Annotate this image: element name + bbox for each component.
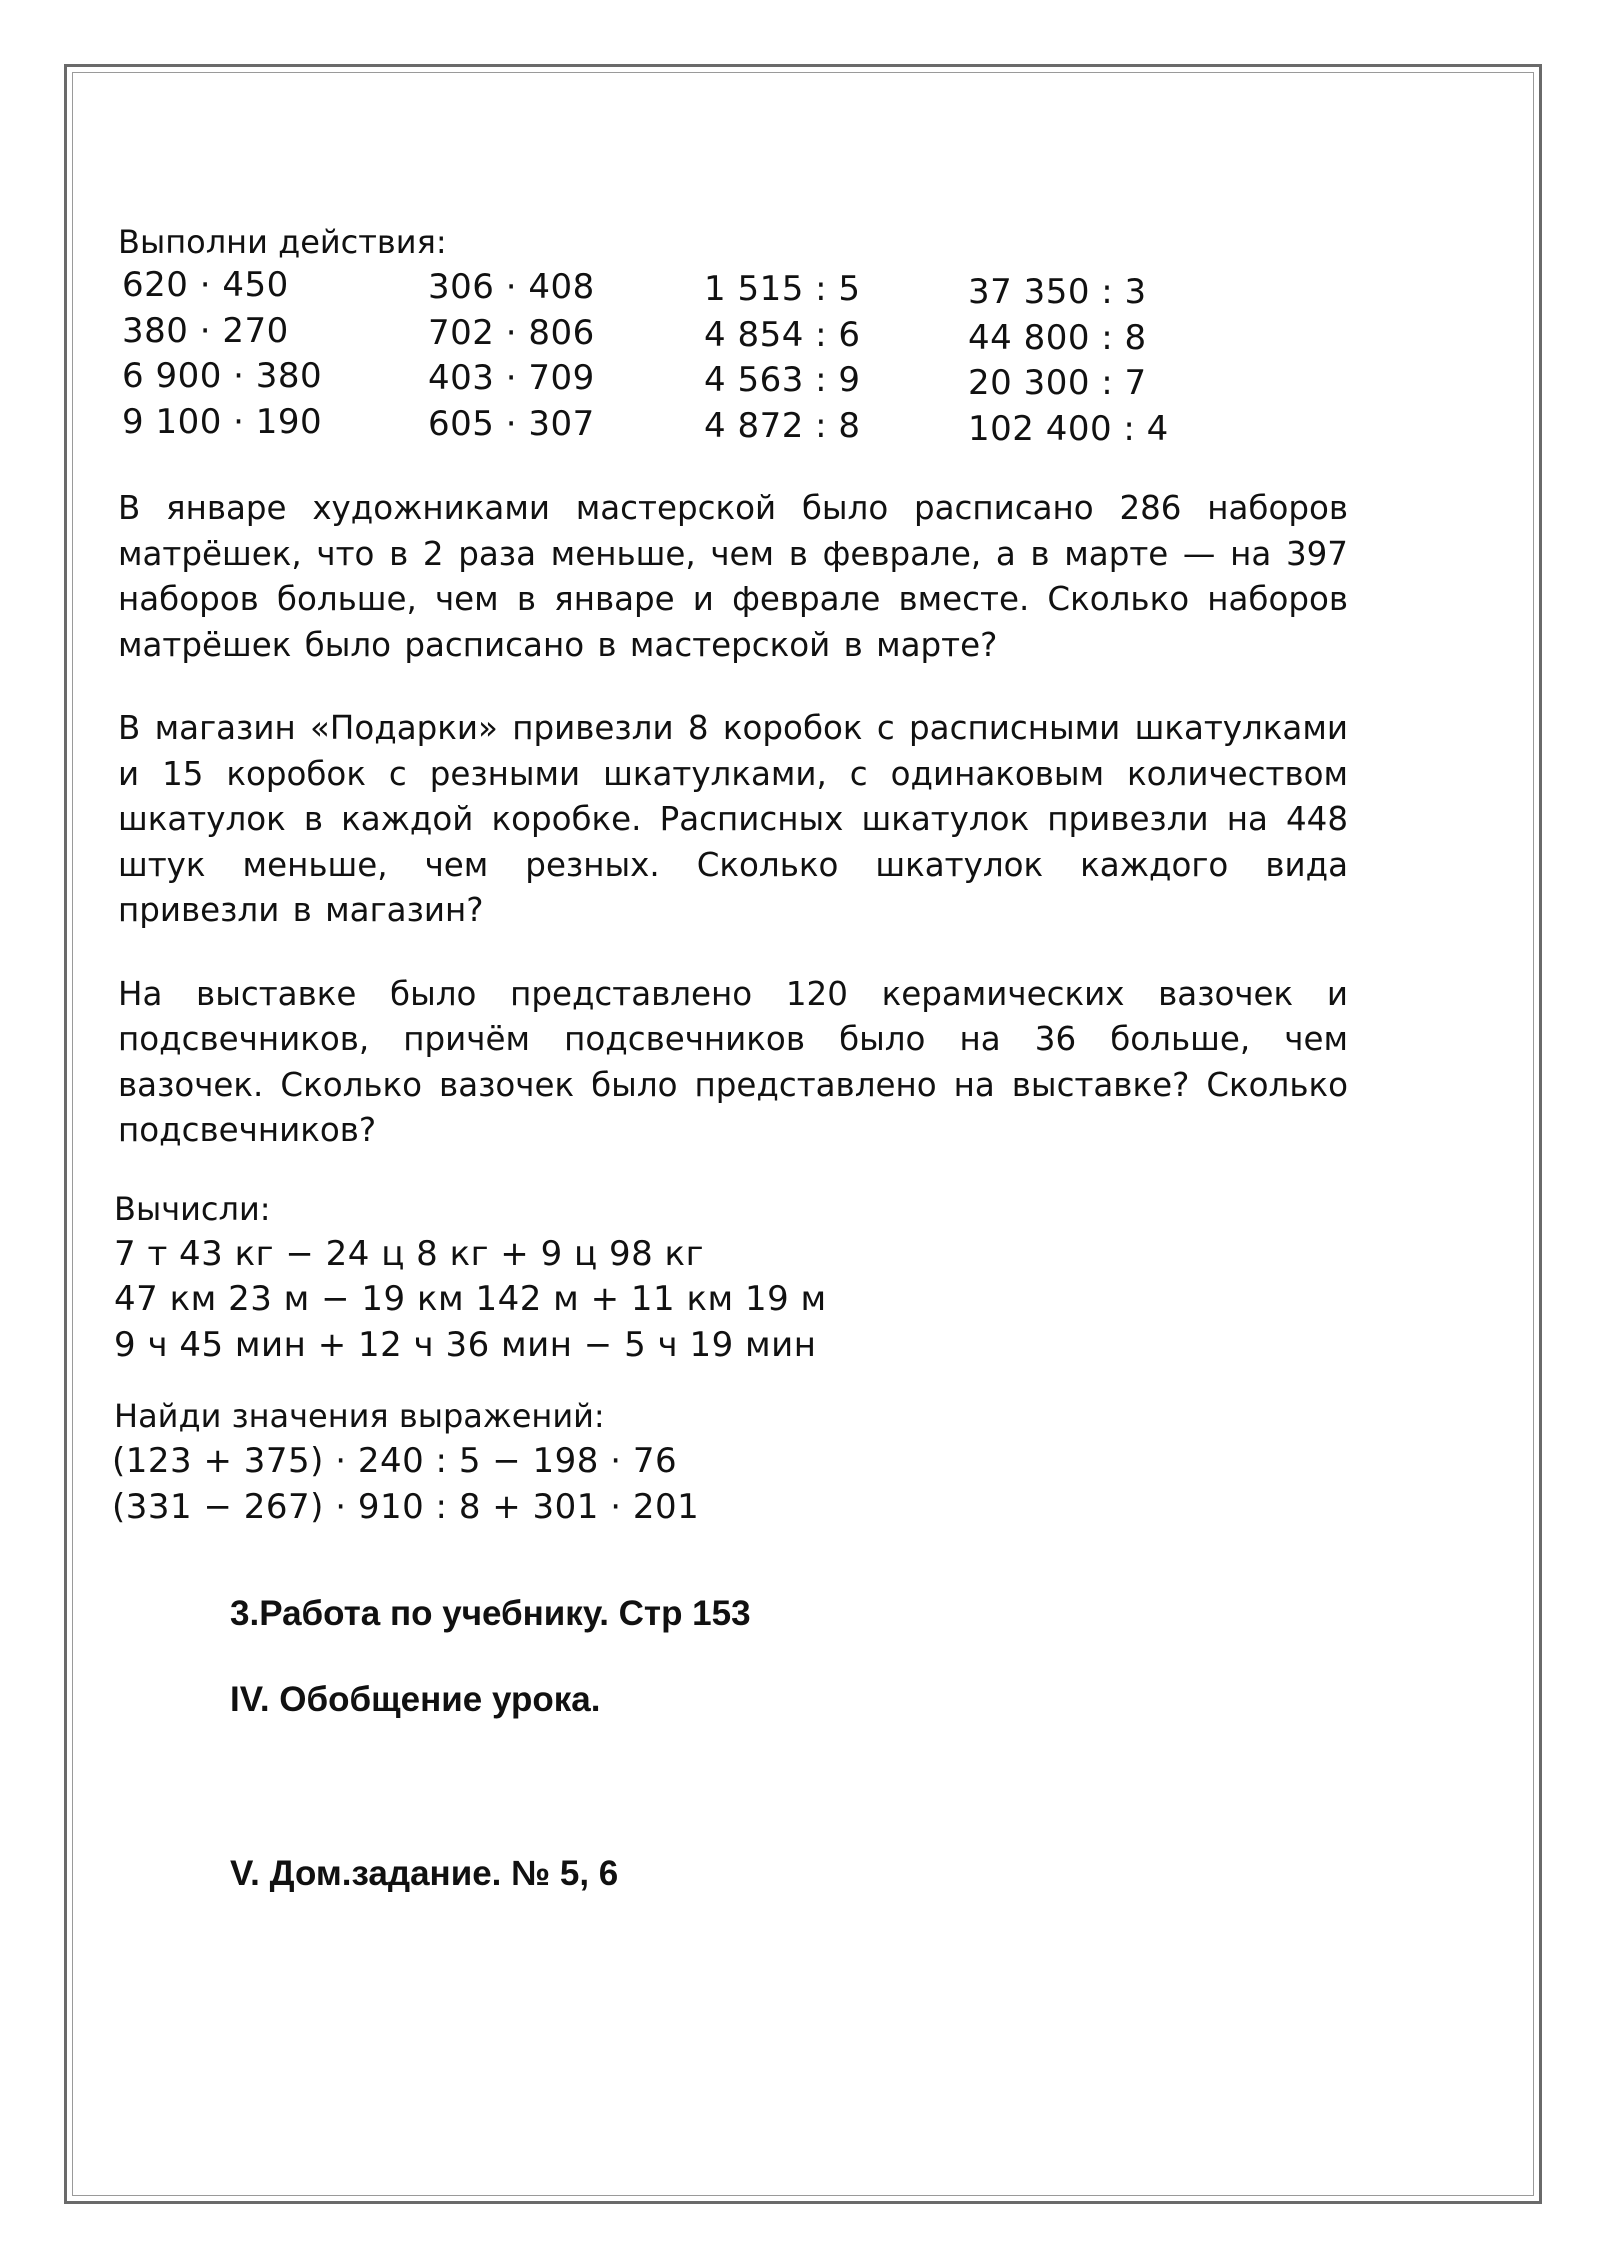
- exercise-item: 44 800 : 8: [968, 317, 1147, 358]
- exercise1-column-4: [968, 270, 1169, 452]
- problem-2: В магазин «Подарки» привезли 8 коробок с расписными шкатулками и 15 коробок с резными шкатулками, с одинаковым количеством шкатулок в каждой коробке. Расписных шкатулок привезли на 448 штук меньше, чем резных. Сколько шкатулок каждого вида привезли в магазин?: [118, 709, 1348, 929]
- textbook-scan: [112, 220, 1348, 1530]
- exercise-item: 4 563 : 9: [704, 360, 861, 400]
- calc-line-2: 47 км 23 м − 19 км 142 м + 11 км 19 м: [114, 1279, 827, 1319]
- exercise-item: 9 100 · 190: [122, 401, 323, 442]
- exercise-item: 37 350 : 3: [968, 272, 1147, 312]
- expression-line-1: (123 + 375) · 240 : 5 − 198 · 76: [112, 1441, 678, 1481]
- lesson-homework: V. Дом.задание. № 5, 6: [230, 1854, 619, 1893]
- calc-line-3: 9 ч 45 мин + 12 ч 36 мин − 5 ч 19 мин: [114, 1324, 817, 1365]
- calc-heading: Вычисли:: [114, 1189, 271, 1228]
- expression-line-2: (331 − 267) · 910 : 8 + 301 · 201: [112, 1486, 700, 1527]
- exercise1-heading: Выполни действия:: [118, 223, 447, 261]
- problem-3: На выставке было представлено 120 керамических вазочек и подсвечников, причём подсвечников было на 36 больше, чем вазочек. Сколько вазочек было представлено на выставке? Сколько подсвечников?: [118, 974, 1348, 1149]
- lesson-textbook-work: 3.Работа по учебнику. Стр 153: [230, 1594, 751, 1633]
- exercise1-column-1: [122, 263, 322, 445]
- exercise-item: 306 · 408: [428, 267, 595, 307]
- calc-line-1: 7 т 43 кг − 24 ц 8 кг + 9 ц 98 кг: [114, 1233, 704, 1274]
- exercise-item: 620 · 450: [122, 265, 289, 305]
- exercise-item: 4 872 : 8: [704, 405, 861, 446]
- exercise1-grid: [118, 267, 1348, 452]
- exercise-item: 605 · 307: [428, 403, 595, 444]
- problem-1: В январе художниками мастерской было расписано 286 наборов матрёшек, что в 2 раза меньше, чем в феврале, а в марте — на 397 наборов больше, чем в январе и феврале вместе. Сколько наборов матрёшек было расписано в мастерской в марте?: [118, 489, 1348, 664]
- exercise-item: 20 300 : 7: [968, 363, 1147, 403]
- exercise-item: 702 · 806: [428, 312, 595, 353]
- exercise1-column-2: [428, 265, 595, 447]
- exercise-item: 6 900 · 380: [122, 356, 323, 396]
- exercise-item: 102 400 : 4: [968, 408, 1169, 449]
- expressions-heading: Найди значения выражений:: [114, 1397, 605, 1435]
- exercise-item: 1 515 : 5: [704, 269, 861, 309]
- exercise-item: 403 · 709: [428, 358, 595, 398]
- exercise-item: 380 · 270: [122, 310, 289, 351]
- lesson-summary: IV. Обобщение урока.: [230, 1680, 601, 1719]
- exercise1-column-3: [704, 267, 861, 449]
- exercise-item: 4 854 : 6: [704, 314, 861, 355]
